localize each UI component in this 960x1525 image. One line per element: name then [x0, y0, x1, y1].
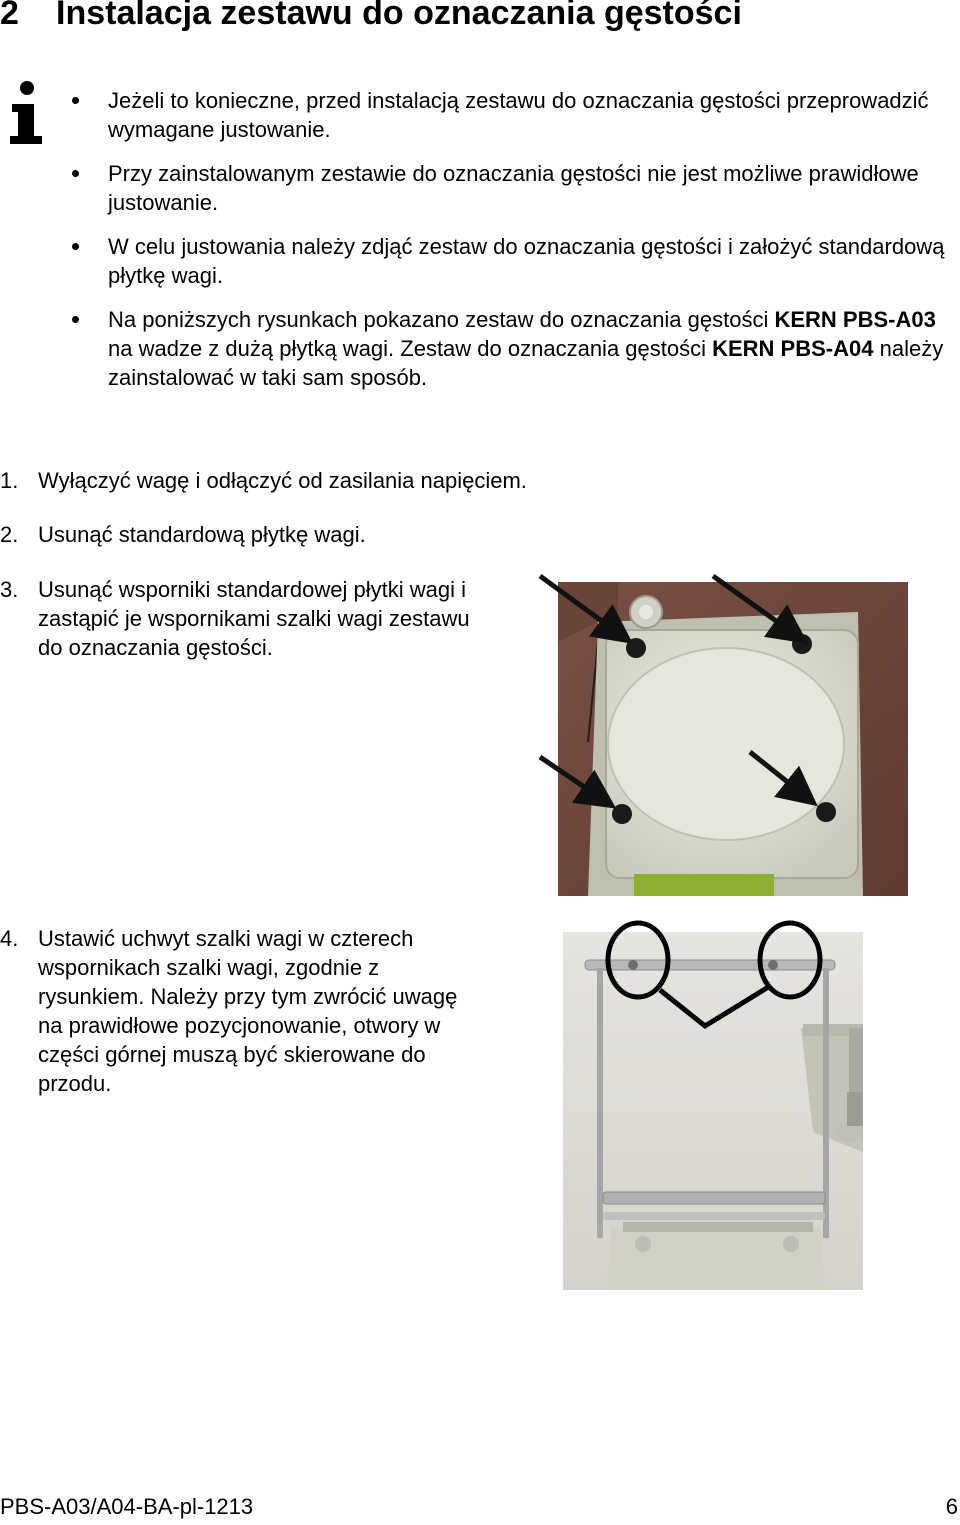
list-item: Jeżeli to konieczne, przed instalacją zestawu do oznaczania gęstości przeprowadzić wymagane justowanie. — [72, 86, 960, 144]
arrow — [540, 576, 625, 638]
list-item: W celu justowania należy zdjąć zestaw do oznaczania gęstości i założyć standardową płytkę wagi. — [72, 232, 960, 290]
list-item: Przy zainstalowanym zestawie do oznaczania gęstości nie jest możliwe prawidłowe justowanie. — [72, 159, 960, 217]
step-number: 2. — [0, 522, 19, 547]
list-item: Na poniższych rysunkach pokazano zestaw do oznaczania gęstości KERN PBS-A03 na wadze z dużą płytką wagi. Zestaw do oznaczania gęstości KERN PBS-A04 należy zainstalować w taki sam sposób. — [72, 305, 960, 392]
arrow — [713, 576, 800, 638]
highlight-circle — [608, 923, 668, 997]
step-text: Usunąć standardową płytkę wagi. — [38, 522, 366, 547]
step-text: Usunąć wsporniki standardowej płytki wagi i zastąpić je wspornikami szalki wagi zestawu do oznaczania gęstości. — [38, 577, 470, 660]
model-name: KERN PBS-A04 — [712, 336, 874, 361]
step-text: Wyłączyć wagę i odłączyć od zasilania napięciem. — [38, 468, 527, 493]
arrow — [540, 757, 608, 803]
footer-doc-id: PBS-A03/A04-BA-pl-1213 — [0, 1494, 254, 1519]
step-number: 1. — [0, 468, 19, 493]
step-text: Ustawić uchwyt szalki wagi w czterech wspornikach szalki wagi, zgodnie z rysunkiem. Należy przy tym zwrócić uwagę na prawidłowe pozycjonowanie, otwory w części górnej muszą być skierowane do przodu. — [38, 926, 458, 1096]
section-number: 2 — [0, 0, 19, 32]
callout-line — [660, 986, 770, 1026]
step-number: 4. — [0, 926, 19, 951]
arrow — [750, 752, 810, 800]
step-number: 3. — [0, 577, 19, 602]
section-title: Instalacja zestawu do oznaczania gęstości — [56, 0, 742, 32]
model-name: KERN PBS-A03 — [774, 307, 936, 332]
footer-page-number: 6 — [945, 1494, 958, 1519]
